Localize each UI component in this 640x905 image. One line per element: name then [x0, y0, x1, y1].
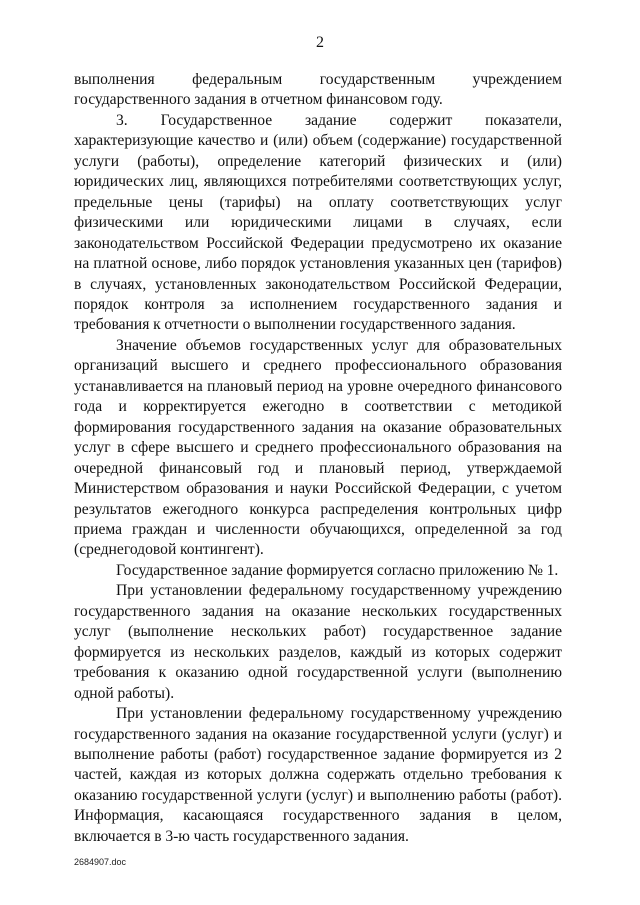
paragraph-item-3: 3. Государственное задание содержит показатели, характеризующие качество и (или) объем (содержание) государственной услуги (работы), определение категорий физических и (или) юридических лиц, являющихся потребителями соответствующих услуг, предельные цены (тарифы) на оплату соответствующих услуг физическими или юридическими лицами в случаях, если законодательством Российской Федерации предусмотрено их оказание на платной основе, либо порядок установления указанных цен (тарифов) в случаях, установленных законодательством Российской Федерации, порядок контроля за исполнением государственного задания и требования к отчетности о выполнении государственного задания.	[74, 111, 562, 334]
document-body	[74, 70, 562, 847]
page-number: 2	[316, 34, 324, 51]
paragraph-services-and-works: При установлении федеральному государственному учреждению государственного задания на оказание государственной услуги (услуг) и выполнение работы (работ) государственное задание формируется из 2 частей, каждая из которых должна содержать отдельно требования к оказанию государственной услуги (услуг) и выполнению работы (работ). Информация, касающаяся государственного задания в целом, включается в 3-ю часть государственного задания.	[74, 705, 562, 845]
paragraph-continuation: выполнения федеральным государственным учреждением государственного задания в отчетном финансовом году.	[74, 71, 562, 109]
paragraph-multiple-services: При установлении федеральному государственному учреждению государственного задания на оказание нескольких государственных услуг (выполнение нескольких работ) государственное задание формируется из нескольких разделов, каждый из которых содержит требования к оказанию одной государственной услуги (выполнению одной работы).	[74, 582, 562, 702]
paragraph-appendix-reference: Государственное задание формируется согласно приложению № 1.	[116, 561, 559, 579]
footer-filename: 2684907.doc	[74, 857, 127, 867]
paragraph-volume-values: Значение объемов государственных услуг для образовательных организаций высшего и среднего профессионального образования устанавливается на плановый период на уровне очередного финансового года и корректируется ежегодно в соответствии с методикой формирования государственного задания на оказание образовательных услуг в сфере высшего и среднего профессионального образования на очередной финансовый год и плановый период, утверждаемой Министерством образования и науки Российской Федерации, с учетом результатов ежегодного конкурса распределения контрольных цифр приема граждан и численности обучающихся, определенной за год (среднегодовой контингент).	[74, 336, 562, 559]
